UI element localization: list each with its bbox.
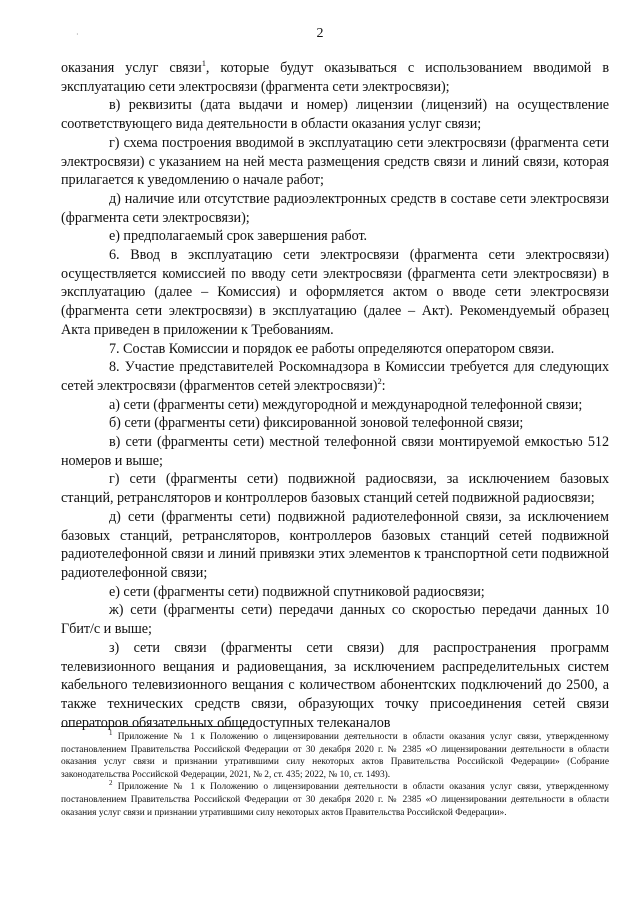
footnotes xyxy=(61,731,609,819)
paragraph-9: б) сети (фрагменты сети) фиксированной зоновой телефонной связи; xyxy=(109,415,524,432)
page-number: 2 xyxy=(316,26,324,41)
footnote-ref-2: 2 xyxy=(377,375,382,386)
paragraph-3: д) наличие или отсутствие радиоэлектронных средств в составе сети электросвязи (фрагмента сети электросвязи); xyxy=(61,190,609,226)
paragraph-6: 7. Состав Комиссии и порядок ее работы определяются оператором связи. xyxy=(109,340,555,357)
paragraph-7: 8. Участие представителей Роскомнадзора в Комиссии требуется для следующих сетей электросвязи (фрагментов сетей электросвязи)$^2$: xyxy=(61,359,609,394)
paragraph-14: ж) сети (фрагменты сети) передачи данных со скоростью передачи данных 10 Гбит/с и выше; xyxy=(61,602,609,638)
paragraph-0: оказания услуг связи$^1$, которые будут оказываться с использованием вводимой в эксплуатацию сети электросвязи (фрагмента сети электросвязи); xyxy=(61,58,609,95)
footnote-separator xyxy=(61,726,255,727)
footnote-2: $^2$ Приложение № 1 к Положению о лицензировании деятельности в области оказания услуг связи, утвержденному постановлением Правительства Российской Федерации от 30 декабря 2020 г. № 2385 «О лицензировании деятельности в области оказания услуг связи и признании утратившими силу некоторых актов Правительства Российской Федерации». xyxy=(61,779,609,818)
paragraph-8: а) сети (фрагменты сети) междугородной и международной телефонной связи; xyxy=(109,396,583,413)
paragraph-2: г) схема построения вводимой в эксплуатацию сети электросвязи (фрагмента сети электросвязи) с указанием на ней места размещения средств связи и линий связи, которая прилагается к уведомлению о начале работ; xyxy=(61,134,609,189)
footnote-ref-1: 1 xyxy=(201,58,206,68)
paragraph-13: е) сети (фрагменты сети) подвижной спутниковой радиосвязи; xyxy=(109,583,485,600)
scan-mark: · xyxy=(76,30,79,39)
paragraph-10: в) сети (фрагменты сети) местной телефонной связи монтируемой емкостью 512 номеров и выше; xyxy=(61,434,609,469)
paragraph-11: г) сети (фрагменты сети) подвижной радиосвязи, за исключением базовых станций, ретрансляторов и контроллеров базовых станций сетей подвижной радиосвязи; xyxy=(61,471,609,507)
footnote-1: $^1$ Приложение № 1 к Положению о лицензировании деятельности в области оказания услуг связи, утвержденному постановлением Правительства Российской Федерации от 30 декабря 2020 г. № 2385 «О лицензировании деятельности в области оказания услуг связи и признании утратившими силу некоторых актов Правительства Российской Федерации» (Собрание законодательства Российской Федерации, 2021, № 2, ст. 435; 2022, № 10, ст. 1493). xyxy=(61,729,609,780)
paragraph-15: з) сети связи (фрагменты сети связи) для распространения программ телевизионного вещания и радиовещания, за исключением распределительных систем кабельного телевизионного вещания с количеством абонентских подключений до 2500, а также технических средств связи, образующих точку присоединения сетей связи операторов обязательных общедоступных телеканалов xyxy=(61,639,609,731)
paragraph-12: д) сети (фрагменты сети) подвижной радиотелефонной связи, за исключением базовых станций, ретрансляторов, контроллеров базовых станций сетей подвижной радиотелефонной связи и линий привязки этих элементов к транспортной сети подвижной радиотелефонной связи; xyxy=(61,508,609,581)
paragraph-4: е) предполагаемый срок завершения работ. xyxy=(109,228,368,245)
paragraph-1: в) реквизиты (дата выдачи и номер) лицензии (лицензий) на осуществление соответствующего вида деятельности в области оказания услуг связи; xyxy=(61,97,609,133)
document-body xyxy=(61,59,609,732)
paragraph-5: 6. Ввод в эксплуатацию сети электросвязи (фрагмента сети электросвязи) осуществляется комиссией по вводу сети электросвязи (фрагмента сети электросвязи) в эксплуатацию (далее – Комиссия) и оформляется актом о вводе сети электросвязи (фрагмента сети электросвязи) в эксплуатацию (далее – Акт). Рекомендуемый образец Акта приведен в приложении к Требованиям. xyxy=(61,247,609,338)
